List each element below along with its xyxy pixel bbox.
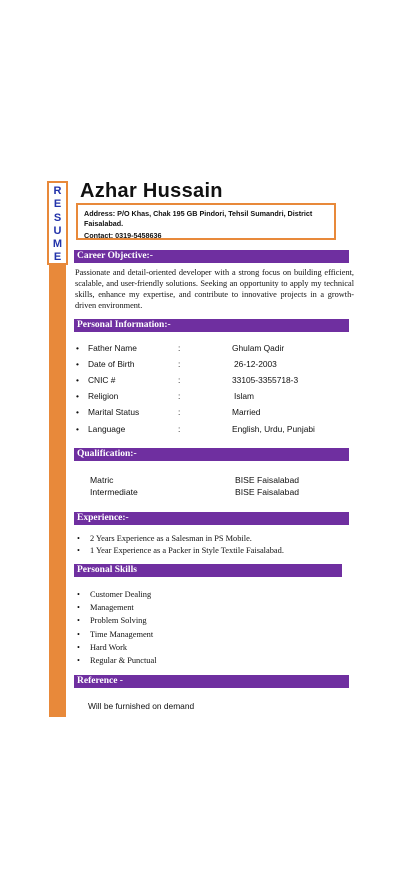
section-personal-skills: Personal Skills [74, 564, 342, 577]
info-row-religion [76, 390, 356, 402]
colon: : [178, 359, 181, 369]
list-item [76, 628, 157, 641]
colon: : [178, 375, 181, 385]
section-personal-information: Personal Information:- [74, 319, 349, 332]
skill-text: Management [90, 603, 134, 613]
resume-letter: U [53, 224, 62, 237]
bullet-icon: • [77, 642, 80, 652]
resume-letter: S [53, 211, 62, 224]
experience-list [76, 533, 284, 556]
info-value: Married [232, 407, 261, 417]
list-item [76, 588, 157, 601]
board-name: BISE Faisalabad [235, 487, 300, 497]
bullet-icon: • [76, 424, 79, 434]
section-experience: Experience:- [74, 512, 349, 525]
bullet-icon: • [77, 534, 80, 543]
bullet-icon: • [76, 407, 79, 417]
colon: : [178, 407, 181, 417]
info-label: CNIC # [88, 375, 116, 385]
qualification-row [90, 474, 350, 486]
colon: : [178, 424, 181, 434]
info-value: 26-12-2003 [234, 359, 277, 369]
experience-text: 1 Year Experience as a Packer in Style Textile Faisalabad. [90, 545, 284, 555]
info-value: English, Urdu, Punjabi [232, 424, 315, 434]
resume-vertical-label [47, 181, 68, 265]
info-value: Ghulam Qadir [232, 343, 285, 353]
bullet-icon: • [77, 655, 80, 665]
list-item [76, 641, 157, 654]
contact-box [76, 203, 336, 240]
section-reference: Reference - [74, 675, 349, 688]
info-row-father-name [76, 342, 356, 354]
bullet-icon: • [77, 603, 80, 613]
address-text: Address: P/O Khas, Chak 195 GB Pindori, Tehsil Sumandri, District Faisalabad. [84, 209, 313, 228]
info-label: Language [88, 424, 126, 434]
list-item [76, 545, 284, 557]
resume-letter: E [53, 251, 62, 264]
skill-text: Customer Dealing [90, 590, 152, 599]
colon: : [178, 343, 181, 353]
colon: : [178, 391, 181, 401]
info-row-marital-status [76, 406, 356, 418]
list-item [76, 614, 157, 627]
info-label: Father Name [88, 343, 137, 353]
info-row-cnic [76, 374, 356, 386]
skill-text: Regular & Punctual [90, 655, 157, 665]
section-qualification: Qualification:- [74, 448, 349, 461]
degree-name: Matric [90, 475, 114, 485]
qualification-row [90, 486, 350, 498]
bullet-icon: • [76, 359, 79, 369]
career-objective-text: Passionate and detail-oriented developer with a strong focus on building efficient, scalable, and user-friendly solutions. Seeking an opportunity to apply my technical skills, enhance my expertise, and contribute to innovative projects in a growth-driven environment. [75, 268, 354, 310]
info-label: Religion [88, 391, 119, 401]
contact-text: Contact: 0319-5458636 [84, 231, 162, 240]
bullet-icon: • [77, 590, 80, 599]
board-name: BISE Faisalabad [235, 475, 300, 485]
experience-text: 2 Years Experience as a Salesman in PS Mobile. [90, 534, 252, 543]
info-label: Marital Status [88, 407, 140, 417]
bullet-icon: • [76, 391, 79, 401]
info-value: Islam [234, 391, 255, 401]
list-item [76, 601, 157, 614]
list-item [76, 533, 284, 545]
info-row-language [76, 423, 356, 435]
bullet-icon: • [77, 545, 80, 555]
bullet-icon: • [76, 375, 79, 385]
candidate-name: Azhar Hussain [80, 180, 223, 202]
resume-letter: R [53, 185, 62, 197]
info-label: Date of Birth [88, 359, 135, 369]
degree-name: Intermediate [90, 487, 138, 497]
bullet-icon: • [76, 343, 79, 353]
skill-text: Time Management [90, 629, 154, 639]
section-career-objective: Career Objective:- [74, 250, 349, 263]
skill-text: Problem Solving [90, 616, 147, 626]
list-item [76, 654, 157, 667]
reference-text: Will be furnished on demand [88, 701, 195, 711]
skills-list [76, 588, 157, 667]
skill-text: Hard Work [90, 642, 128, 652]
resume-letter: M [52, 238, 63, 251]
info-row-dob [76, 358, 356, 370]
bullet-icon: • [77, 629, 80, 639]
orange-side-bar [49, 265, 66, 717]
info-value: 33105-3355718-3 [232, 375, 299, 385]
bullet-icon: • [77, 616, 80, 626]
resume-letter: E [53, 198, 62, 211]
